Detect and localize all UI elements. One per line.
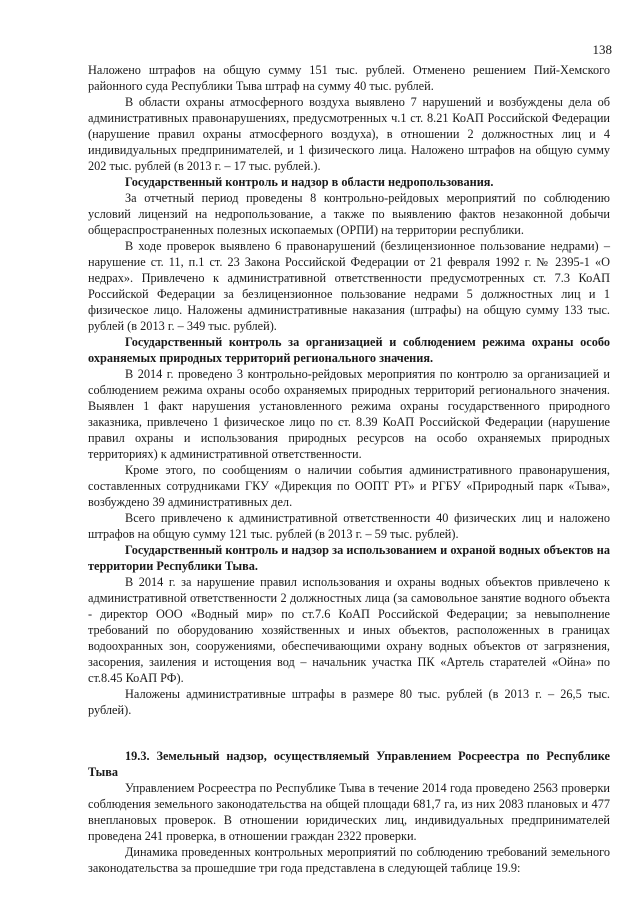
heading-subsoil-control: Государственный контроль и надзор в области недропользования. (125, 175, 494, 189)
paragraph-subsoil-violations: В ходе проверок выявлено 6 правонарушений (безлицензионное пользование недрами) – нарушение ст. 11, п.1 ст. 23 Закона Российской Федерации от 21 февраля 1992 г. № 2395-1 «О недрах». Привлечено к административной ответственности предусмотренных ст. 7.3 КоАП Российской Федерации за безлицензионное пользование недрами 5 должностных лиц и 1 физическое лицо. Наложены административные наказания (штрафы) на общую сумму 133 тыс. рублей (в 2013 г. – 349 тыс. рублей). (88, 239, 610, 333)
section-heading-land-supervision: 19.3. Земельный надзор, осуществляемый Управлением Росреестра по Республике Тыва (88, 749, 610, 779)
heading-water-objects: Государственный контроль и надзор за использованием и охраной водных объектов на территории Республики Тыва. (88, 543, 610, 573)
paragraph-water-violations: В 2014 г. за нарушение правил использования и охраны водных объектов привлечено к административной ответственности 2 должностных лица (за самовольное занятие водного объекта - директор ООО «Водный мир» по ст.7.6 КоАП Российской Федерации; за невыполнение требований по оборудованию хозяйственных и иных объектов, расположенных в границах водоохранных зон, сооружениями, обеспечивающими охрану водных объектов от загрязнения, засорения, заиления и истощения вод – начальник участка ПК «Артель старателей «Ойна» по ст.8.45 КоАП РФ). (88, 575, 610, 685)
heading-protected-areas: Государственный контроль за организацией и соблюдением режима охраны особо охраняемых природных территорий регионального значения. (88, 335, 610, 365)
paragraph-land-dynamics: Динамика проведенных контрольных мероприятий по соблюдению требований земельного законодательства за прошедшие три года представлена в следующей таблице 19.9: (88, 845, 610, 875)
paragraph-land-inspections: Управлением Росреестра по Республике Тыва в течение 2014 года проведено 2563 проверки соблюдения земельного законодательства на общей площади 681,7 га, из них 2083 плановых и 477 внеплановых проверок. В отношении юридических лиц, индивидуальных предпринимателей проведена 241 проверка, в отношении граждан 2322 проверки. (88, 781, 610, 843)
paragraph-protected-areas-raids: В 2014 г. проведено 3 контрольно-рейдовых мероприятия по контролю за организацией и соблюдением режима охраны особо охраняемых природных территорий регионального значения. Выявлен 1 факт нарушения установленного режима охраны государственного природного заказника, привлечено 1 физическое лицо по ст. 8.39 КоАП Российской Федерации (нарушение правил охраны и использования природных ресурсов на особо охраняемых природных территориях) к административной ответственности. (88, 367, 610, 461)
paragraph-subsoil-raids: За отчетный период проведены 8 контрольно-рейдовых мероприятий по соблюдению условий лицензий на недропользование, а также по выявлению фактов незаконной добычи общераспространенных полезных ископаемых (ОРПИ) на территории республики. (88, 191, 610, 237)
paragraph-protected-areas-total: Всего привлечено к административной ответственности 40 физических лиц и наложено штрафов на общую сумму 121 тыс. рублей (в 2013 г. – 59 тыс. рублей). (88, 511, 610, 541)
page-body (88, 62, 610, 876)
paragraph-water-fines: Наложены административные штрафы в размере 80 тыс. рублей (в 2013 г. – 26,5 тыс. рублей). (88, 687, 610, 717)
paragraph-protected-areas-cases: Кроме этого, по сообщениям о наличии события административного правонарушения, составленных сотрудниками ГКУ «Дирекция по ООПТ РТ» и РГБУ «Природный парк «Тыва», возбуждено 39 административных дел. (88, 463, 610, 509)
paragraph-fines-total: Наложено штрафов на общую сумму 151 тыс. рублей. Отменено решением Пий-Хемского районного суда Республики Тыва штраф на сумму 40 тыс. рублей. (88, 63, 610, 93)
paragraph-air-protection: В области охраны атмосферного воздуха выявлено 7 нарушений и возбуждены дела об административных правонарушениях, предусмотренных ч.1 ст. 8.21 КоАП Российской Федерации (нарушение правил охраны атмосферного воздуха), в отношении 2 должностных лиц и 4 индивидуальных предпринимателей, и 1 физического лица. Наложено штрафов на общую сумму 202 тыс. рублей (в 2013 г. – 17 тыс. рублей.). (88, 95, 610, 173)
page-number: 138 (592, 42, 612, 57)
